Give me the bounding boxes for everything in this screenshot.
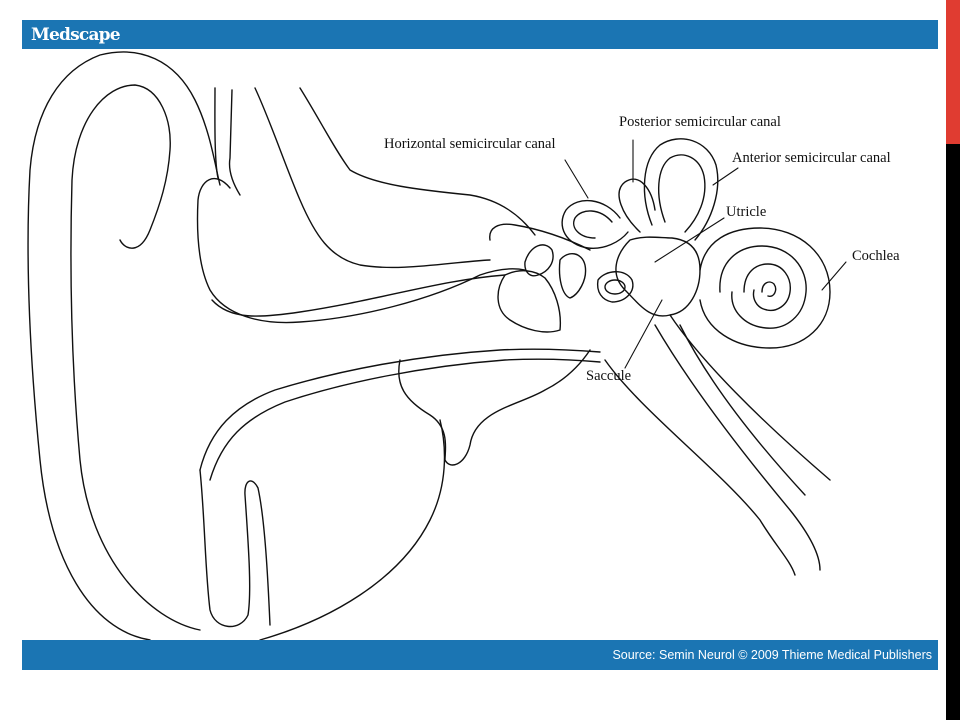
ear-canal-lower-2 xyxy=(210,359,600,480)
label-anterior-canal: Anterior semicircular canal xyxy=(732,150,891,166)
source-credit: Source: Semin Neurol © 2009 Thieme Medical Publishers xyxy=(612,648,932,662)
ear-canal-upper xyxy=(212,275,505,316)
tympanic-membrane xyxy=(498,271,560,332)
ossicle-stapes xyxy=(598,272,633,302)
anterior-canal xyxy=(644,139,717,240)
auricle-outline xyxy=(28,52,220,640)
nerve-upper xyxy=(670,315,830,480)
footer-bar xyxy=(22,640,938,670)
lobule xyxy=(200,470,270,626)
nerve-lower-3 xyxy=(605,360,795,575)
cochlea-spiral-2 xyxy=(744,264,790,310)
leader-saccule xyxy=(625,300,662,368)
label-horizontal-canal: Horizontal semicircular canal xyxy=(384,136,556,152)
label-saccule: Saccule xyxy=(586,368,632,384)
nerve-lower xyxy=(680,325,805,495)
nerve-lower-2 xyxy=(655,325,820,570)
jaw-contour xyxy=(260,420,444,640)
auricle-inner-fold xyxy=(71,85,200,630)
leader-cochlea xyxy=(822,262,846,290)
label-cochlea: Cochlea xyxy=(852,248,900,264)
leader-utricle xyxy=(655,218,724,262)
tragus xyxy=(229,90,240,195)
posterior-canal xyxy=(619,179,655,232)
scalp-line-2 xyxy=(300,88,535,235)
medscape-logo: Medscape xyxy=(31,24,120,45)
leader-horizontal xyxy=(565,160,588,198)
ossicle-incus xyxy=(559,254,585,298)
ear-canal-lower xyxy=(200,349,600,470)
scalp-line-1 xyxy=(255,88,490,267)
label-utricle: Utricle xyxy=(726,204,767,220)
mastoid xyxy=(399,350,590,465)
horizontal-canal xyxy=(562,201,628,249)
label-posterior-canal: Posterior semicircular canal xyxy=(619,114,781,130)
horizontal-canal-inner xyxy=(574,211,612,238)
cochlea-spiral-3 xyxy=(762,282,776,296)
anterior-canal-inner xyxy=(659,155,705,232)
